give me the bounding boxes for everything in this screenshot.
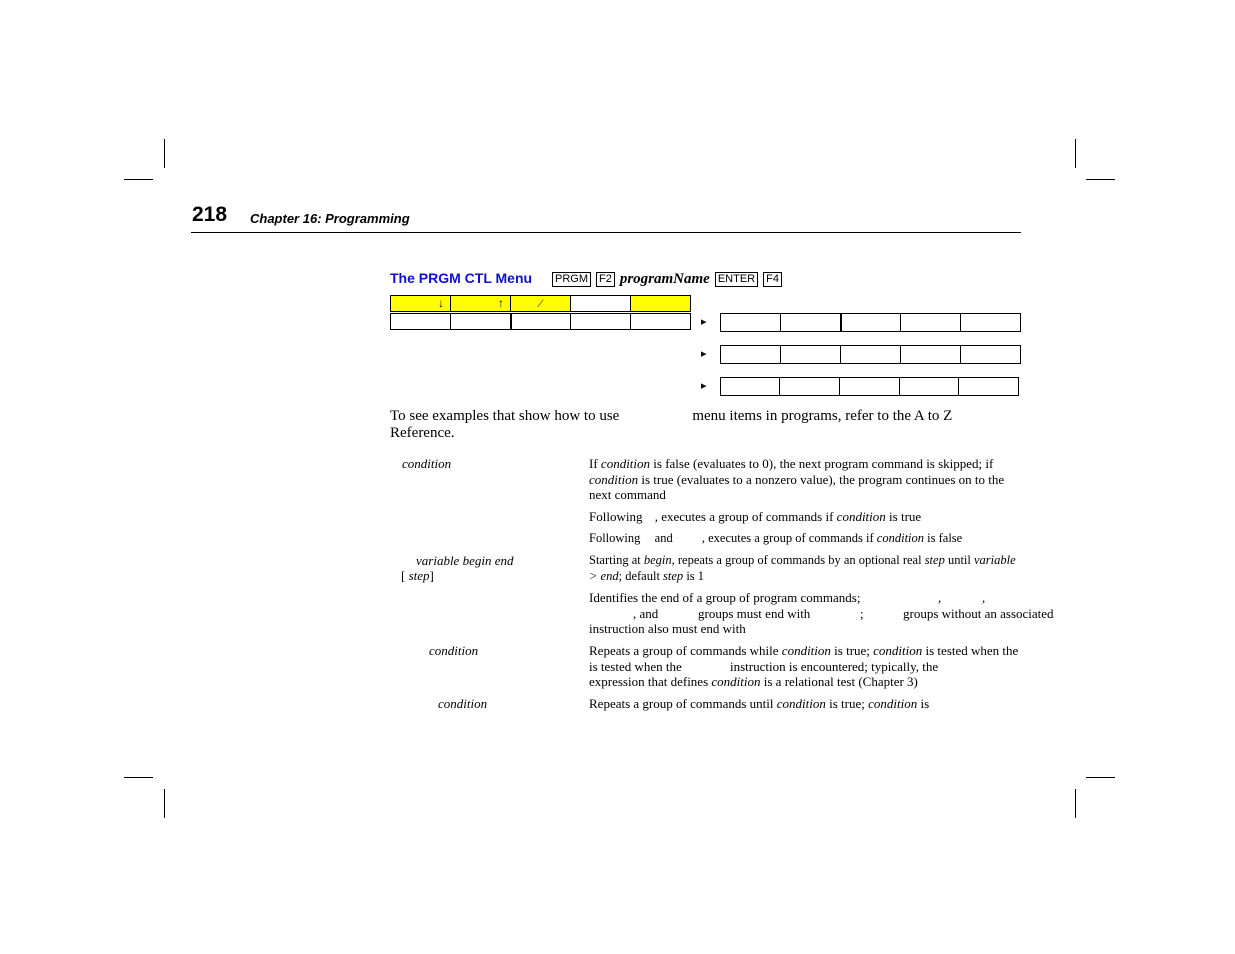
menu-cell [720, 345, 781, 364]
crop-mark [164, 789, 165, 818]
menu-page2-row [721, 313, 1021, 332]
entry-description: Identifies the end of a group of program commands; [589, 590, 861, 605]
crop-mark [1086, 777, 1115, 778]
key-f2: F2 [596, 272, 615, 287]
entry-description: Following and , executes a group of commands if condition is false [589, 531, 963, 545]
menu-cell [900, 345, 961, 364]
menu-cell [960, 313, 1021, 332]
menu-cell [630, 295, 691, 312]
crop-mark [164, 139, 165, 168]
page-number: 218 [192, 203, 228, 226]
menu-cell [780, 345, 841, 364]
menu-heading: The PRGM CTL Menu [390, 270, 533, 286]
more-arrow-icon: ▸ [701, 380, 707, 392]
entry-description: Repeats a group of commands until condition is true; condition is [589, 696, 930, 711]
menu-bottom-row [391, 313, 691, 330]
entry-description: , and [633, 606, 659, 621]
key-prgm: PRGM [552, 272, 591, 287]
menu-page4-row [721, 377, 1019, 396]
menu-cell [720, 377, 780, 396]
crop-mark [124, 179, 153, 180]
more-arrow-icon: ▸ [701, 348, 707, 360]
entry-description: , [938, 590, 942, 605]
menu-cell [570, 313, 631, 330]
entry-description: instruction also must end with [589, 621, 746, 636]
menu-cell [570, 295, 631, 312]
menu-page3-row [721, 345, 1021, 364]
entry-description: groups must end with [698, 606, 811, 621]
menu-cell [510, 313, 571, 330]
menu-cell: ↑ [450, 295, 511, 312]
entry-term: [ step] [401, 568, 434, 583]
menu-cell [779, 377, 840, 396]
entry-description: Following , executes a group of commands if condition is true [589, 509, 922, 524]
chapter-title: Chapter 16: Programming [250, 211, 410, 226]
intro-paragraph [390, 408, 1020, 442]
entry-description: Repeats a group of commands while condition is true; condition is tested when the [589, 643, 1019, 658]
crop-mark [124, 777, 153, 778]
entry-description: groups without an associated [903, 606, 1054, 621]
entry-description: is tested when the [589, 659, 682, 674]
entry-term: condition [438, 696, 488, 711]
program-name: programName [619, 271, 710, 287]
crop-mark [1086, 179, 1115, 180]
menu-cell [780, 313, 841, 332]
crop-mark [1075, 789, 1076, 818]
intro-text: To see examples that show how to use [390, 408, 620, 424]
menu-cell [840, 345, 901, 364]
menu-cell [720, 313, 781, 332]
menu-cell [900, 313, 961, 332]
entry-term: condition [429, 643, 479, 658]
entry-description: If condition is false (evaluates to 0), the next program command is skipped; if condition is true (evaluates to a nonzero value), the program continues on to the next command [589, 456, 1005, 502]
entry-description: expression that defines condition is a relational test (Chapter 3) [589, 674, 918, 689]
keystroke-sequence [552, 271, 782, 288]
header-rule [191, 232, 1021, 233]
menu-cell [958, 377, 1019, 396]
key-enter: ENTER [715, 272, 758, 287]
entry-description: , [982, 590, 986, 605]
menu-cell [630, 313, 691, 330]
menu-cell [960, 345, 1021, 364]
menu-cell [899, 377, 959, 396]
menu-cell [390, 313, 451, 330]
menu-cell [450, 313, 511, 330]
entry-term: condition [402, 456, 452, 471]
key-f4: F4 [763, 272, 782, 287]
menu-cell: ↓ [390, 295, 451, 312]
intro-text: menu items in programs, refer to the A to Z Reference. [390, 408, 953, 441]
menu-cell: ⁄ [510, 295, 571, 312]
entry-term: variable begin end [416, 553, 514, 568]
menu-top-row [391, 295, 691, 312]
crop-mark [1075, 139, 1076, 168]
menu-cell [839, 377, 900, 396]
entry-description: ; [860, 606, 864, 621]
entry-description: instruction is encountered; typically, the [730, 659, 939, 674]
entry-description: Starting at begin, repeats a group of commands by an optional real step until variable > end; default step is 1 [589, 553, 1016, 583]
more-arrow-icon: ▸ [701, 316, 707, 328]
menu-cell [840, 313, 901, 332]
